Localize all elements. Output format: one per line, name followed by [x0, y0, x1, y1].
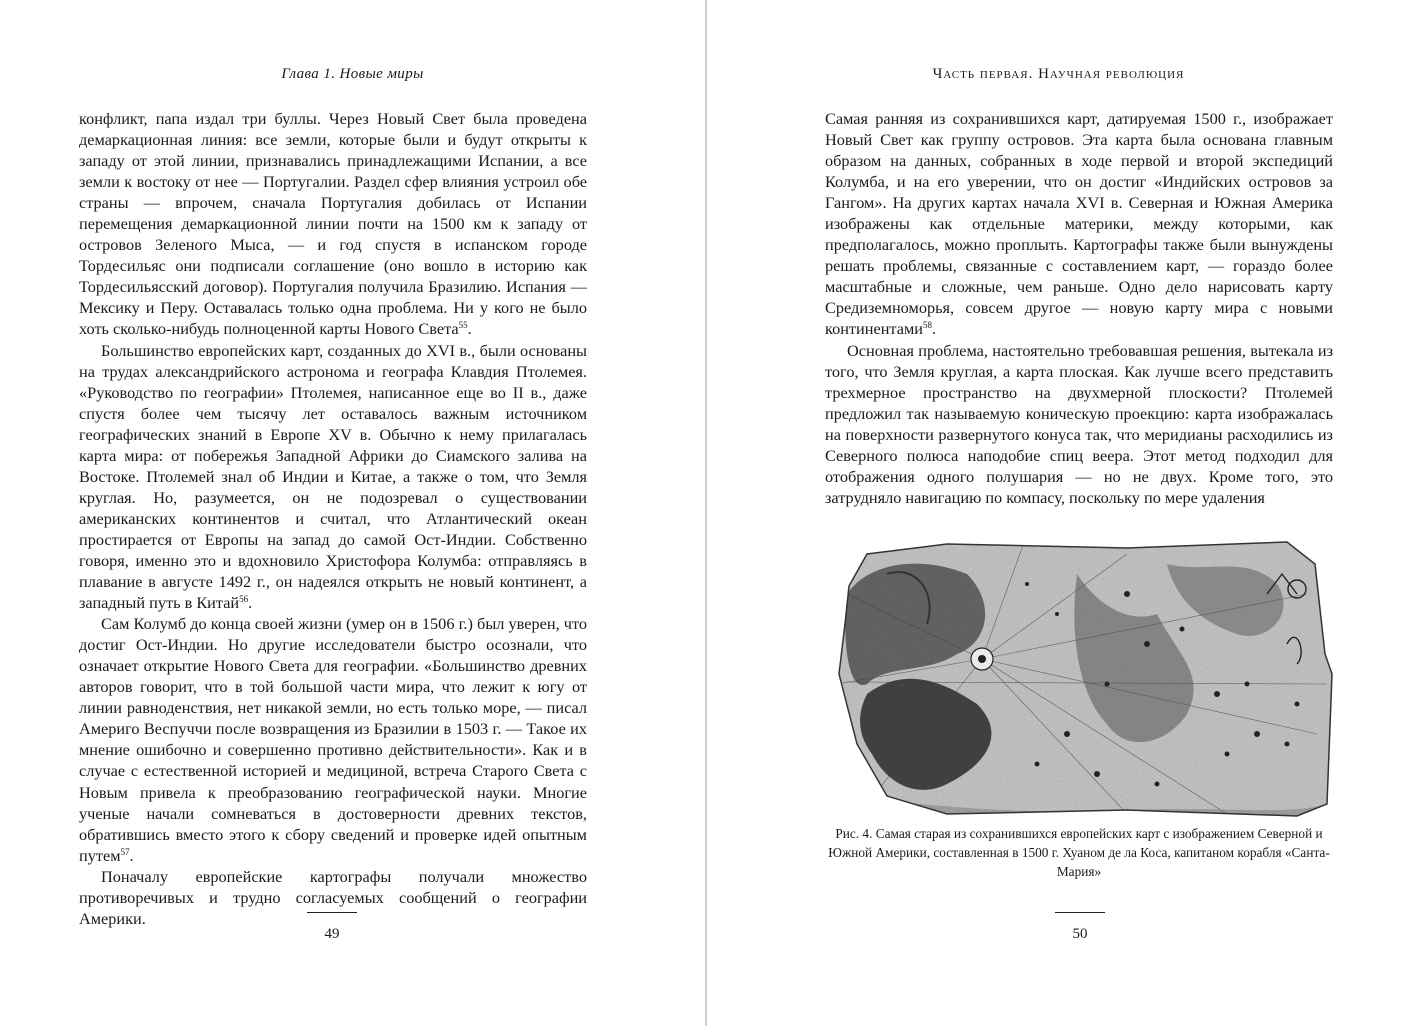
left-running-head: Глава 1. Новые миры — [281, 66, 424, 82]
paragraph: Основная проблема, настоятельно требовавшая решения, вытекала из того, что Земля круглая, а карта плоская. Как лучше всего представить трехмерное пространство на двухмерной плоскости? Птолемей предложил так называемую коническую проекцию: карта изображалась на поверхности развернутого конуса так, что меридианы расходились из Северного полюса наподобие спиц веера. Этот метод подходил для отображения одного полушария — но не двух. Кроме того, это затрудняло навигацию по компасу, поскольку по мере удаления — [825, 340, 1333, 507]
right-page — [707, 0, 1410, 1026]
paragraph: Большинство европейских карт, созданных до XVI в., были основаны на трудах александрийского астронома и географа Клавдия Птолемея. «Руководство по географии» Птолемея, написанное еще во II в., даже спустя более чем тысячу лет оставалось важным источником географических знаний в Европе XV в. Обычно к нему прилагалась карта мира: от побережья Западной Африки до Сиамского залива на Востоке. Птолемей знал об Индии и Китае, а также о том, что Земля круглая. Но, разумеется, он не подозревал о существовании американских континентов и считал, что Атлантический океан простирается от Европы на запад до самой Ост-Индии. Собственно говоря, именно это и вдохновило Христофора Колумба: отправляясь в плавание в августе 1492 г., он надеялся открыть не новый континент, а западный путь в Китай$^{56}$. — [79, 340, 587, 613]
footnote-ref[interactable]: 57 — [120, 846, 130, 857]
page-number: 49 — [324, 926, 340, 942]
right-running-head: Часть первая. Научная революция — [932, 66, 1185, 82]
page-number: 50 — [1072, 926, 1088, 942]
map-figure — [827, 534, 1337, 824]
figure-caption: Рис. 4. Самая старая из сохранившихся европейских карт с изображением Северной и Южной Америки, составленная в 1500 г. Хуаном де ла Коса, капитаном корабля «Санта-Мария» — [828, 826, 1330, 879]
footnote-ref[interactable]: 58 — [922, 320, 932, 331]
paragraph: Поначалу европейские картографы получали множество противоречивых и трудно согласуемых сообщений о географии Америки. — [79, 866, 587, 928]
folio-rule — [307, 912, 357, 913]
footnote-ref[interactable]: 56 — [239, 594, 249, 605]
folio-rule — [1055, 912, 1105, 913]
right-body-text — [825, 108, 1333, 508]
left-body-text — [79, 108, 587, 929]
paragraph: конфликт, папа издал три буллы. Через Новый Свет была проведена демаркационная линия: все земли, которые были и будут открыты к западу от этой линии, признавались принадлежащими Испании, а все земли к востоку от нее — Португалии. Раздел сфер влияния устроил обе страны — впрочем, сначала Португалия добилась от Испании перемещения демаркационной линии почти на 1500 км к западу от островов Зеленого Мыса, — и год спустя в испанском городе Тордесильяс они подписали соглашение (оно вошло в историю как Тордесильясский договор). Португалия получила Бразилию. Испания — Мексику и Перу. Оставалась только одна проблема. Ни у кого не было хоть сколько-нибудь полноценной карты Нового Света$^{55}$. — [79, 109, 587, 339]
paragraph: Самая ранняя из сохранившихся карт, датируемая 1500 г., изображает Новый Свет как группу островов. Эта карта была основана главным образом на данных, собранных в ходе первой и второй экспедиций Колумба, и на его уверении, что он достиг «Индийских островов за Гангом». На других картах начала XVI в. Северная и Южная Америка изображены как отдельные материки, между которыми, как предполагалось, можно проплыть. Картографы также были вынуждены решать проблемы, связанные с составлением карт, — гораздо более масштабные и сложные, чем раньше. Одно дело нарисовать карту Средиземноморья, совсем другое — новую карту мира с новыми континентами$^{58}$. — [825, 109, 1333, 339]
paragraph: Сам Колумб до конца своей жизни (умер он в 1506 г.) был уверен, что достиг Ост-Индии. Но другие исследователи быстро осознали, что означает открытие Нового Света для географии. «Большинство древних авторов говорит, что в той большой части мира, что лежит к югу от линии равноденствия, нет никакой земли, но есть только море, — писал Америго Веспуччи после возвращения из Бразилии в 1503 г. — Такое их мнение ошибочно и совершенно противно действительности». Как и в случае с естественной историей и медициной, встреча Старого Света с Новым привела к преобразованию географической науки. Многие ученые начали сомневаться в достоверности древних текстов, обратившись вместо этого к сбору сведений и проверке идей опытным путем$^{57}$. — [79, 614, 587, 865]
footnote-ref[interactable]: 55 — [458, 320, 468, 331]
